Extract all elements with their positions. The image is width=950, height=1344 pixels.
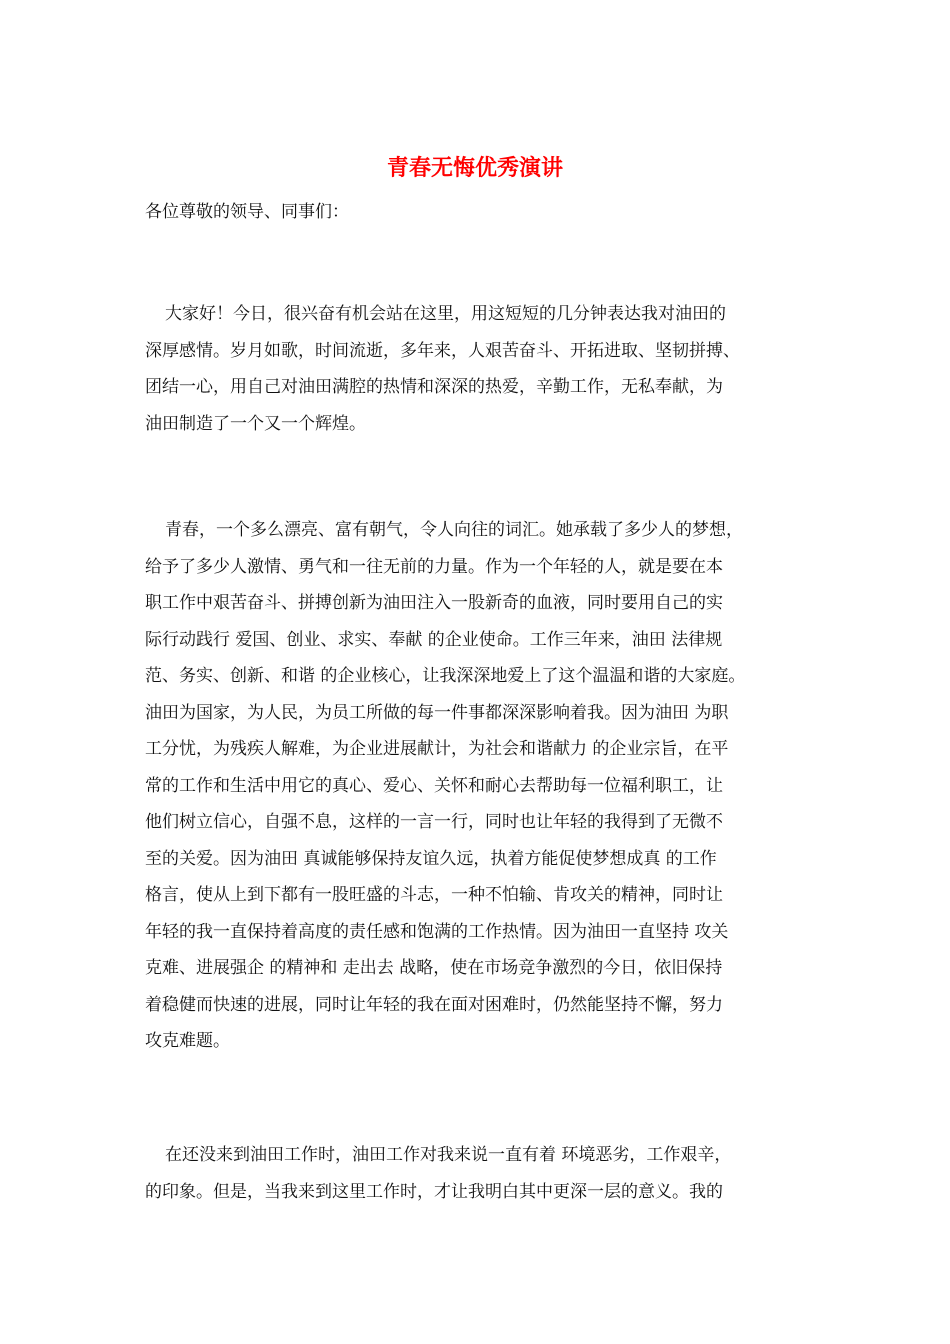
paragraph-line: 深厚感情。岁月如歌，时间流逝，多年来，人艰苦奋斗、开拓进取、坚韧拼搏、 (145, 340, 740, 361)
paragraph-line: 着稳健而快速的进展，同时让年轻的我在面对困难时，仍然能坚持不懈，努力 (145, 994, 723, 1015)
paragraph-line: 年轻的我一直保持着高度的责任感和饱满的工作热情。因为油田一直坚持 攻关 (145, 921, 729, 942)
paragraph-line: 大家好！今日，很兴奋有机会站在这里，用这短短的几分钟表达我对油田的 (165, 304, 726, 324)
paragraph-line: 常的工作和生活中用它的真心、爱心、关怀和耐心去帮助每一位福利职工，让 (145, 775, 723, 796)
paragraph-2 (145, 512, 835, 1060)
paragraph-line: 至的关爱。因为油田 真诚能够保持友谊久远，执着方能促使梦想成真 的工作 (145, 848, 717, 869)
paragraph-line: 克难、进展强企 的精神和 走出去 战略，使在市场竞争激烈的今日，依旧保持 (145, 958, 723, 978)
document-title: 青春无悔优秀演讲 (386, 155, 563, 181)
paragraph-line: 工分忧，为残疾人解难，为企业进展献计，为社会和谐献力 的企业宗旨，在平 (145, 739, 729, 759)
paragraph-line: 的印象。但是，当我来到这里工作时，才让我明白其中更深一层的意义。我的 (145, 1181, 723, 1202)
paragraph-line: 格言，使从上到下都有一股旺盛的斗志，一种不怕输、肯攻关的精神，同时让 (145, 885, 723, 905)
paragraph-line: 攻克难题。 (145, 1031, 230, 1051)
paragraph-line: 他们树立信心，自强不息，这样的一言一行，同时也让年轻的我得到了无微不 (145, 812, 723, 832)
paragraph-line: 在还没来到油田工作时，油田工作对我来说一直有着 环境恶劣，工作艰辛， (165, 1145, 732, 1165)
paragraph-line: 青春，一个多么漂亮、富有朝气，令人向往的词汇。她承载了多少人的梦想， (165, 520, 743, 540)
paragraph-line: 油田制造了一个又一个辉煌。 (145, 413, 366, 434)
paragraph-line: 际行动践行 爱国、创业、求实、奉献 的企业使命。工作三年来，油田 法律规 (145, 629, 723, 650)
paragraph-line: 团结一心，用自己对油田满腔的热情和深深的热爱，辛勤工作，无私奉献，为 (145, 377, 723, 397)
paragraph-line: 给予了多少人激情、勇气和一往无前的力量。作为一个年轻的人，就是要在本 (145, 556, 723, 577)
paragraph-line: 职工作中艰苦奋斗、拼搏创新为油田注入一股新奇的血液，同时要用自己的实 (145, 593, 723, 613)
salutation: 各位尊敬的领导、同事们： (145, 202, 349, 222)
paragraph-3 (145, 1137, 835, 1210)
paragraph-1 (145, 296, 835, 442)
paragraph-line: 油田为国家，为人民，为员工所做的每一件事都深深影响着我。因为油田 为职 (145, 702, 729, 723)
paragraph-line: 范、务实、创新、和谐 的企业核心，让我深深地爱上了这个温温和谐的大家庭。 (145, 666, 746, 686)
